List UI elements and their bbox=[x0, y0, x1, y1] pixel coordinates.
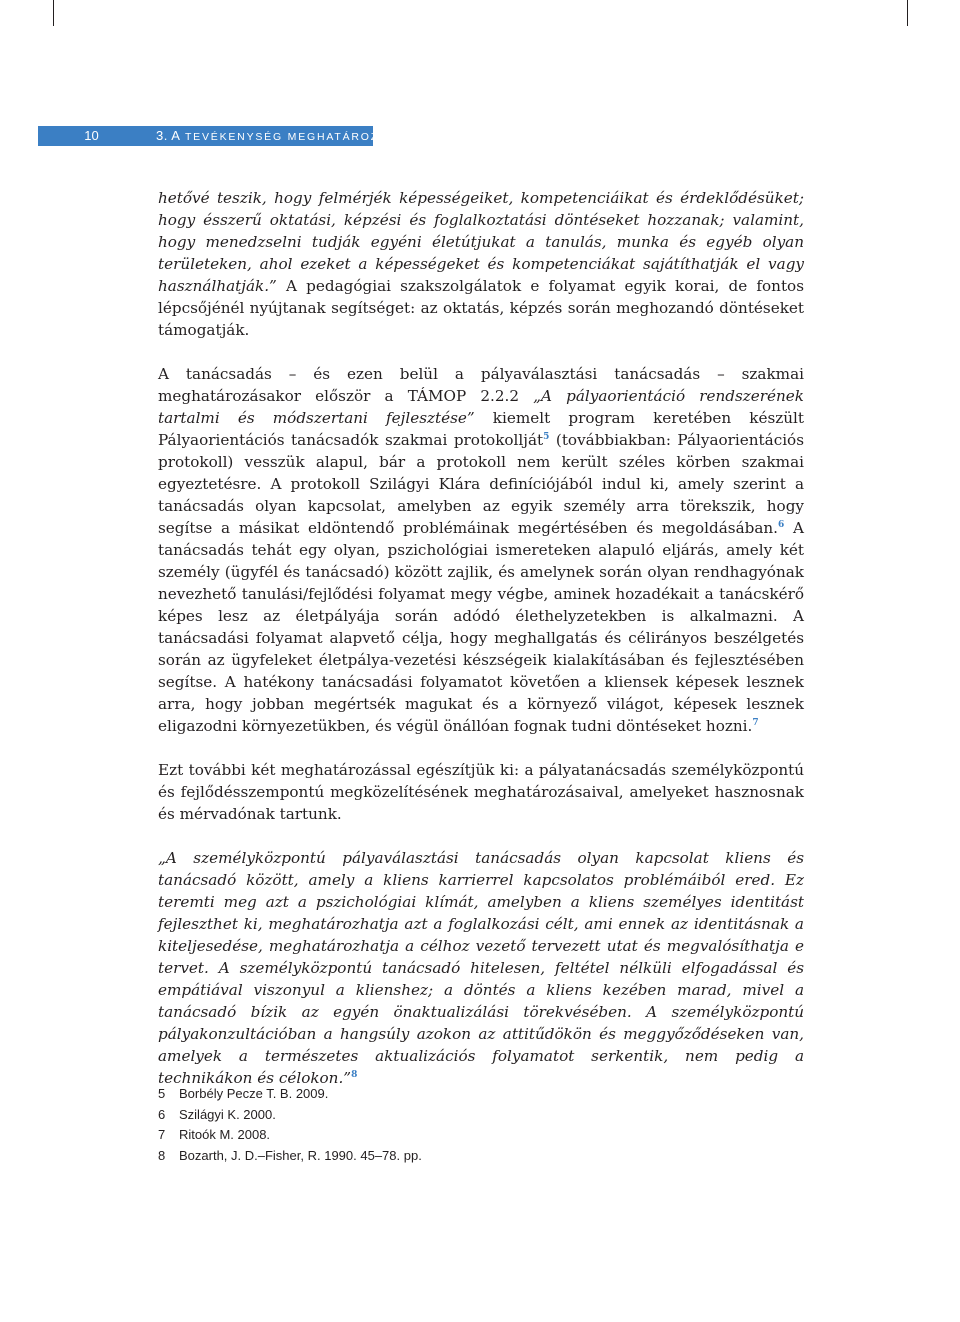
footnote bbox=[158, 1105, 804, 1126]
footnote-number: 7 bbox=[158, 1127, 166, 1142]
footnote-ref[interactable]: 7 bbox=[752, 718, 759, 728]
footnote-ref[interactable]: 6 bbox=[778, 520, 785, 530]
chapter-title-first: 3. A bbox=[156, 128, 181, 143]
paragraph-2-text: A tanácsadás – és ezen belül a pályaválasztási tanácsadás – szakmai meghatározásakor először a TÁMOP 2.2.2 bbox=[158, 365, 804, 405]
paragraph-3: Ezt további két meghatározással egészítjük ki: a pályatanácsadás személyközpontú és fejlődésszempontú megközelítésének meghatározásaival, amelyeket hasznosnak és mérvadónak tartunk. bbox=[158, 761, 804, 823]
paragraph-2-text: A tanácsadás tehát egy olyan, pszichológiai ismereteken alapuló eljárás, amely két személy (ügyfél és tanácsadó) között zajlik, és amelynek során olyan rendhagyónak nevezhető tanulási/fejlődési folyamat megy végbe, aminek hozadékait a tanácskérő képes lesz az életpályája során adódó élethelyzetekben is alkalmazni. A tanácsadási folyamat alapvető célja, hogy meghallgatás és célirányos beszélgetés során az ügyfeleket életpálya-vezetési készségeik kialakításában és fejlesztésében segítse. A hatékony tanácsadási folyamatot követően a kliensek képesek lesznek arra, hogy jobban megértsék magukat és a környező világot, képesek lesznek eligazodni környezetükben, és végül önállóan fognak tudni döntéseket hozni. bbox=[158, 519, 805, 735]
footnotes bbox=[158, 1084, 804, 1166]
footnote-text: Bozarth, J. D.–Fisher, R. 1990. 45–78. pp. bbox=[179, 1147, 422, 1163]
paragraph-2-text: (továbbiakban: Pályaorientációs protokoll) vesszük alapul, bár a protokoll nem került széles körben szakmai egyeztetésre. A protokoll Szilágyi Klára definíciójából indul ki, amely szerint a tanácsadás olyan kapcsolat, amelyben az egyik személy arra törekszik, hogy segítse a másikat eldöntendő problémáinak megértésében és megoldásában. bbox=[158, 431, 804, 537]
paragraph-1 bbox=[158, 187, 804, 341]
footnote-number: 6 bbox=[158, 1106, 166, 1122]
paragraph-1-text: A pedagógiai szakszolgálatok e folyamat egyik korai, de fontos lépcsőjénél nyújtanak segítséget: az oktatás, képzés során meghozandó döntéseket támogatják. bbox=[158, 277, 804, 339]
chapter-title-rest: TEVÉKENYSÉG MEGHATÁROZÁSA bbox=[184, 131, 406, 143]
footnote-text: Ritoók M. 2008. bbox=[179, 1127, 271, 1142]
body-text bbox=[158, 187, 804, 1111]
footnote bbox=[158, 1146, 804, 1167]
paragraph-1-quote: hetővé teszik, hogy felmérjék képességeiket, kompetenciáikat és érdeklődésüket; hogy ésszerű oktatási, képzési és foglalkoztatási döntéseket hozzanak; valamint, hogy menedzselni tudják egyéni életútjukat a tanulás, munka és egyéb olyan területeken, ahol ezeket a képességeket és kompetenciákat sajátíthatják el vagy használhatják.” bbox=[158, 189, 804, 295]
running-header bbox=[38, 126, 406, 146]
footnote-number: 8 bbox=[158, 1147, 166, 1163]
footnote bbox=[158, 1125, 804, 1146]
quote-text: „A személyközpontú pályaválasztási tanácsadás olyan kapcsolat kliens és tanácsadó között, amely a kliens karrierrel kapcsolatos problémáiból ered. Ez teremti meg azt a pszichológiai klímát, amelyben a kliens személyes identitást fejleszthet ki, meghatározhatja azt a foglalkozási célt, ami ennek az identitásnak a kiteljesedése, meghatározhatja a célhoz vezető tervezett utat és megvalósíthatja e tervet. A személyközpontú tanácsadó hitelesen, feltétel nélküli elfogadással és empátiával viszonyul a klienshez; a döntés a kliens kezében marad, mivel a tanácsadó bízik az egyén önaktualizálási törekvésében. A személyközpontú pályakonzultációban a hangsúly azokon az attitűdökön és meggyőződéseken van, amelyek a természetes aktualizációs folyamatot serkentik, nem pedig a technikákon és célokon.” bbox=[158, 849, 804, 1087]
crop-mark bbox=[907, 0, 908, 26]
paragraph-2 bbox=[158, 363, 804, 737]
footnote-ref[interactable]: 5 bbox=[543, 432, 550, 442]
footnote-number: 5 bbox=[158, 1086, 166, 1101]
footnote-text: Szilágyi K. 2000. bbox=[179, 1106, 276, 1122]
footnote bbox=[158, 1084, 804, 1105]
paragraph-4-quote bbox=[158, 847, 804, 1089]
chapter-title bbox=[156, 126, 405, 146]
footnote-ref[interactable]: 8 bbox=[351, 1070, 358, 1080]
crop-mark bbox=[53, 0, 54, 26]
page-number: 10 bbox=[84, 128, 99, 143]
paragraph-2-text: kiemelt program keretében készült Pályaorientációs tanácsadók szakmai protokollját bbox=[158, 409, 804, 449]
program-title: „A pályaorientáció rendszerének tartalmi és módszertani fejlesztése” bbox=[158, 387, 804, 427]
footnote-text: Borbély Pecze T. B. 2009. bbox=[179, 1086, 329, 1101]
